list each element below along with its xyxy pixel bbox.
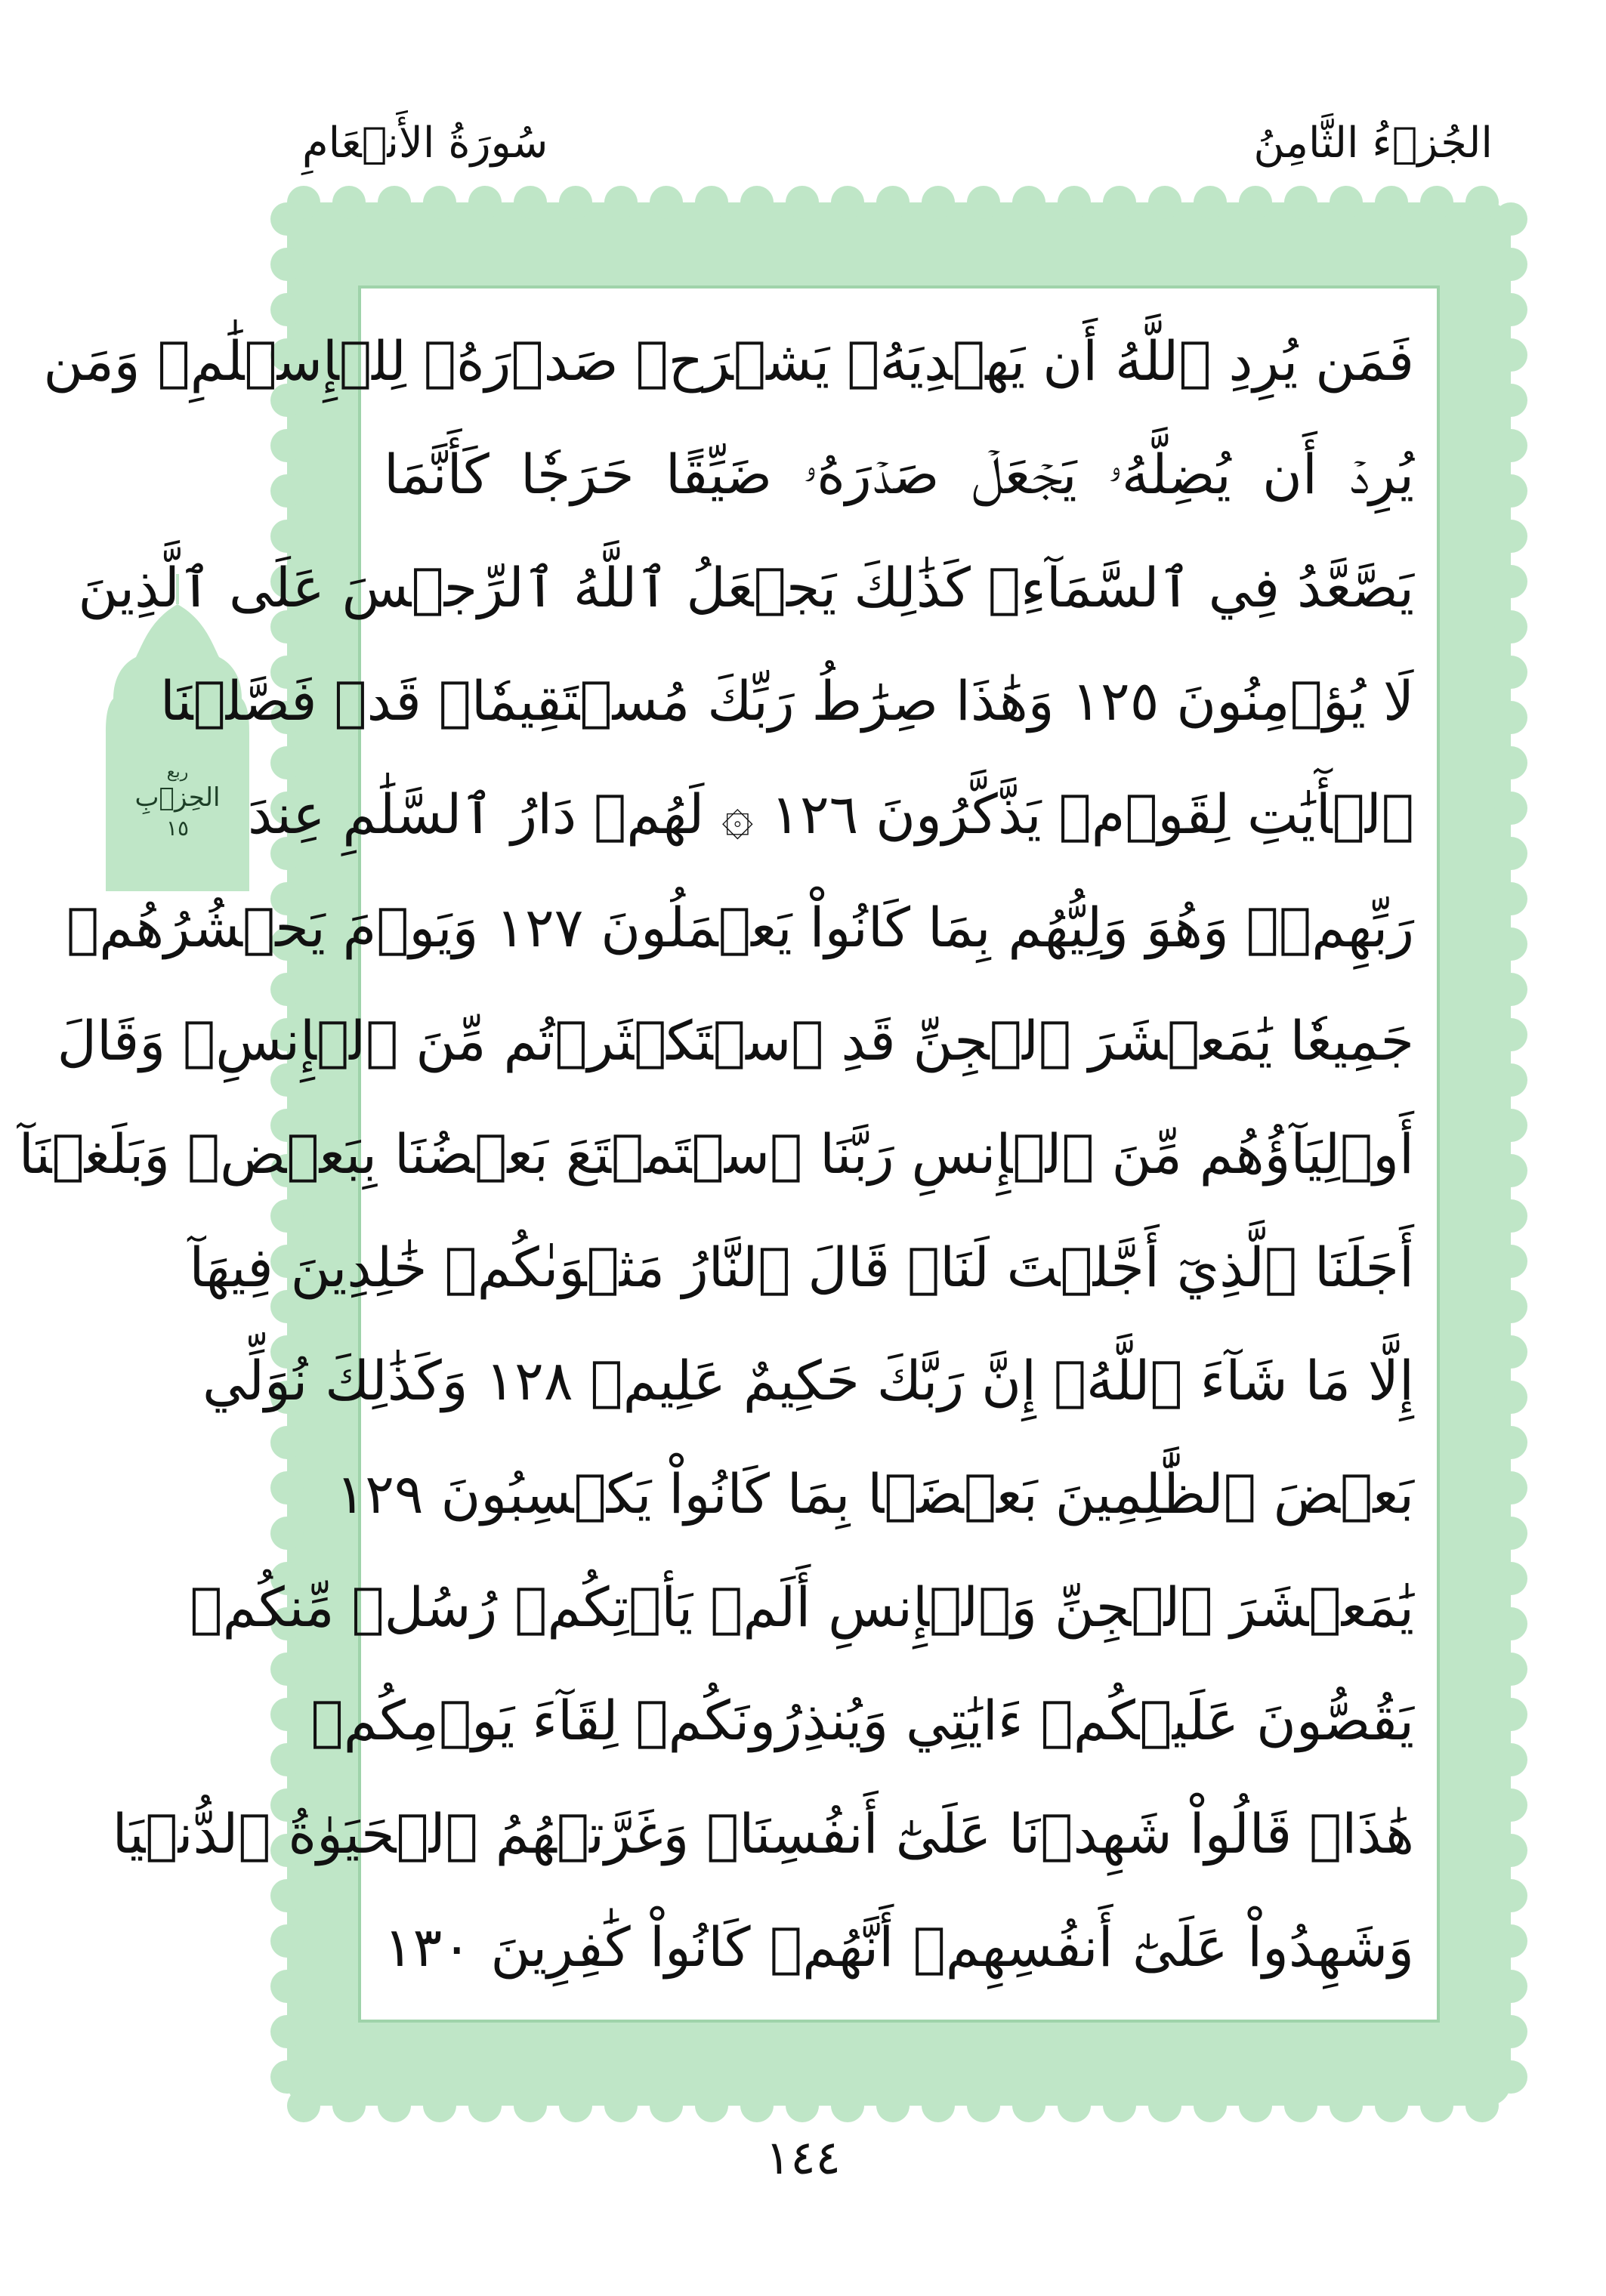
text-line: أَجَلَنَا ٱلَّذِيٓ أَجَّلۡتَ لَنَاۚ قَالَ ٱلنَّارُ مَثۡوَىٰكُمۡ خَٰلِدِينَ فِيهَآ (189, 1236, 1414, 1299)
text-line: يَٰمَعۡشَرَ ٱلۡجِنِّ وَٱلۡإِنسِ أَلَمۡ يَأۡتِكُمۡ رُسُلٞ مِّنكُمۡ (190, 1575, 1414, 1639)
text-line: فَمَن يُرِدِ ٱللَّهُ أَن يَهۡدِيَهُۥ يَشۡرَحۡ صَدۡرَهُۥ لِلۡإِسۡلَٰمِۖ وَمَن (43, 329, 1414, 393)
text-line: هَٰذَاۚ قَالُواْ شَهِدۡنَا عَلَىٰٓ أَنفُسِنَاۖ وَغَرَّتۡهُمُ ٱلۡحَيَوٰةُ ٱلدُّنۡيَا (112, 1802, 1414, 1866)
text-line: إِلَّا مَا شَآءَ ٱللَّهُۚ إِنَّ رَبَّكَ حَكِيمٌ عَلِيمٞ ١٢٨ وَكَذَٰلِكَ نُوَلِّي (202, 1349, 1414, 1412)
text-line: يُرِدۡ أَن يُضِلَّهُۥ يَجۡعَلۡ صَدۡرَهُۥ ضَيِّقًا حَرَجٗا كَأَنَّمَا (384, 443, 1414, 506)
text-line: يَصَّعَّدُ فِي ٱلسَّمَآءِۚ كَذَٰلِكَ يَجۡعَلُ ٱللَّهُ ٱلرِّجۡسَ عَلَى ٱلَّذِينَ (78, 556, 1414, 619)
hizb-label: الحِزۡبِ (134, 782, 221, 813)
juz-name-header: الجُزۡءُ الثَّامِنُ (1253, 119, 1493, 168)
surah-name-header: سُورَةُ الأَنۡعَامِ (302, 119, 548, 168)
text-line: أَوۡلِيَآؤُهُم مِّنَ ٱلۡإِنسِ رَبَّنَا ٱسۡتَمۡتَعَ بَعۡضُنَا بِبَعۡضٖ وَبَلَغۡنَآ (18, 1122, 1414, 1186)
text-line: لَا يُؤۡمِنُونَ ١٢٥ وَهَٰذَا صِرَٰطُ رَبِّكَ مُسۡتَقِيمٗاۗ قَدۡ فَصَّلۡنَا (159, 669, 1414, 733)
page-number: ١٤٤ (765, 2130, 841, 2185)
text-line: بَعۡضَ ٱلظَّٰلِمِينَ بَعۡضَۢا بِمَا كَانُواْ يَكۡسِبُونَ ١٢٩ (335, 1462, 1414, 1526)
hizb-number: ١٥ (165, 816, 190, 841)
hizb-quarter-label: ربع (166, 763, 189, 782)
text-line: ٱلۡأٓيَٰتِ لِقَوۡمٖ يَذَّكَّرُونَ ١٢٦ ۞ لَهُمۡ دَارُ ٱلسَّلَٰمِ عِندَ (247, 782, 1414, 846)
text-line: جَمِيعٗا يَٰمَعۡشَرَ ٱلۡجِنِّ قَدِ ٱسۡتَكۡثَرۡتُم مِّنَ ٱلۡإِنسِۖ وَقَالَ (57, 1009, 1414, 1072)
text-line: رَبِّهِمۡۖ وَهُوَ وَلِيُّهُم بِمَا كَانُواْ يَعۡمَلُونَ ١٢٧ وَيَوۡمَ يَحۡشُرُهُمۡ (66, 896, 1414, 959)
text-line: يَقُصُّونَ عَلَيۡكُمۡ ءَايَٰتِي وَيُنذِرُونَكُمۡ لِقَآءَ يَوۡمِكُمۡ (310, 1689, 1414, 1752)
text-line: وَشَهِدُواْ عَلَىٰٓ أَنفُسِهِمۡ أَنَّهُمۡ كَانُواْ كَٰفِرِينَ ١٣٠ (384, 1915, 1414, 1979)
